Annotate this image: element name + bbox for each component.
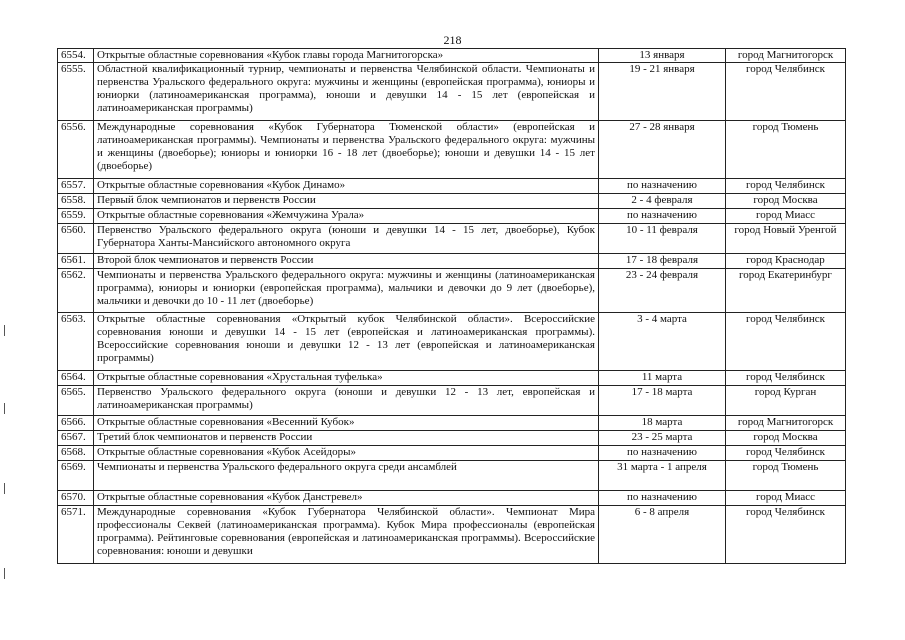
- table-row: [58, 194, 846, 209]
- margin-mark: [4, 403, 5, 414]
- events-table: [57, 48, 846, 564]
- event-place: город Москва: [726, 431, 846, 446]
- event-description: Открытые областные соревнования «Открытый кубок Челябинской области». Всероссийские соревнования юноши и девушки 14 - 15 лет (европейская и латиноамериканская программы). Всероссийские соревнования юноши и девушки 12 - 13 лет (европейская и латиноамериканская программы): [94, 313, 599, 371]
- event-description: Открытые областные соревнования «Кубок Динамо»: [94, 179, 599, 194]
- event-place: город Челябинск: [726, 63, 846, 121]
- row-number: 6560.: [58, 224, 94, 254]
- event-date: 3 - 4 марта: [599, 313, 726, 371]
- row-number: 6563.: [58, 313, 94, 371]
- event-place: город Миасс: [726, 491, 846, 506]
- event-description: Первенство Уральского федерального округа (юноши и девушки 12 - 13 лет, европейская и латиноамериканская программы): [94, 386, 599, 416]
- event-description: Первенство Уральского федерального округа (юноши и девушки 14 - 15 лет, двоеборье), Кубок Губернатора Ханты-Мансийского автономного округа: [94, 224, 599, 254]
- event-place: город Тюмень: [726, 121, 846, 179]
- event-date: 18 марта: [599, 416, 726, 431]
- event-description: Открытые областные соревнования «Кубок Асейдоры»: [94, 446, 599, 461]
- event-date: 23 - 24 февраля: [599, 269, 726, 313]
- event-description: Международные соревнования «Кубок Губернатора Тюменской области» (европейская и латиноамериканская программы). Чемпионаты и первенства Уральского федерального округа: мужчины и женщины (двоеборье); юниоры и юниорки 16 - 18 лет (двоеборье); юноши и девушки 14 - 15 лет (двоеборье): [94, 121, 599, 179]
- table-row: [58, 386, 846, 416]
- table-row: [58, 121, 846, 179]
- table-row: [58, 209, 846, 224]
- event-date: 27 - 28 января: [599, 121, 726, 179]
- event-date: 2 - 4 февраля: [599, 194, 726, 209]
- row-number: 6554.: [58, 49, 94, 63]
- event-date: по назначению: [599, 446, 726, 461]
- event-description: Чемпионаты и первенства Уральского федерального округа: мужчины и женщины (латиноамериканская программа), юниоры и юниорки (европейская программа), мальчики и девочки до 9 лет (двоеборье), мальчики и девочки до 10 - 11 лет (двоеборье): [94, 269, 599, 313]
- event-date: 13 января: [599, 49, 726, 63]
- event-date: 10 - 11 февраля: [599, 224, 726, 254]
- row-number: 6562.: [58, 269, 94, 313]
- row-number: 6569.: [58, 461, 94, 491]
- row-number: 6558.: [58, 194, 94, 209]
- page-number: 218: [443, 33, 462, 47]
- event-place: город Москва: [726, 194, 846, 209]
- margin-mark: [4, 483, 5, 494]
- row-number: 6555.: [58, 63, 94, 121]
- event-date: 31 марта - 1 апреля: [599, 461, 726, 491]
- event-place: город Челябинск: [726, 313, 846, 371]
- event-date: по назначению: [599, 209, 726, 224]
- event-description: Чемпионаты и первенства Уральского федерального округа среди ансамблей: [94, 461, 599, 491]
- row-number: 6567.: [58, 431, 94, 446]
- event-date: 11 марта: [599, 371, 726, 386]
- row-number: 6566.: [58, 416, 94, 431]
- event-place: город Тюмень: [726, 461, 846, 491]
- table-row: [58, 446, 846, 461]
- events-table-body: [58, 49, 846, 564]
- event-description: Открытые областные соревнования «Кубок Данстревел»: [94, 491, 599, 506]
- event-place: город Курган: [726, 386, 846, 416]
- margin-mark: [4, 325, 5, 336]
- event-description: Областной квалификационный турнир, чемпионаты и первенства Челябинской области. Чемпионаты и первенства Уральского федерального округа: мужчины и женщины (европейская программа), юниоры и юниорки (латиноамериканская программа), юноши и девушки 14 - 15 лет (европейская и латиноамериканская программы): [94, 63, 599, 121]
- table-row: [58, 63, 846, 121]
- row-number: 6568.: [58, 446, 94, 461]
- row-number: 6564.: [58, 371, 94, 386]
- row-number: 6570.: [58, 491, 94, 506]
- row-number: 6557.: [58, 179, 94, 194]
- event-description: Второй блок чемпионатов и первенств России: [94, 254, 599, 269]
- margin-mark: [4, 568, 5, 579]
- event-description: Открытые областные соревнования «Хрустальная туфелька»: [94, 371, 599, 386]
- event-date: по назначению: [599, 491, 726, 506]
- event-date: 19 - 21 января: [599, 63, 726, 121]
- table-row: [58, 506, 846, 564]
- event-place: город Челябинск: [726, 179, 846, 194]
- event-date: 23 - 25 марта: [599, 431, 726, 446]
- event-description: Открытые областные соревнования «Кубок главы города Магнитогорска»: [94, 49, 599, 63]
- event-place: город Магнитогорск: [726, 49, 846, 63]
- event-place: город Челябинск: [726, 446, 846, 461]
- event-place: город Миасс: [726, 209, 846, 224]
- row-number: 6561.: [58, 254, 94, 269]
- event-date: 6 - 8 апреля: [599, 506, 726, 564]
- table-row: [58, 416, 846, 431]
- event-place: город Челябинск: [726, 506, 846, 564]
- event-date: 17 - 18 марта: [599, 386, 726, 416]
- event-date: по назначению: [599, 179, 726, 194]
- row-number: 6559.: [58, 209, 94, 224]
- event-place: город Челябинск: [726, 371, 846, 386]
- event-place: город Новый Уренгой: [726, 224, 846, 254]
- event-place: город Краснодар: [726, 254, 846, 269]
- event-description: Международные соревнования «Кубок Губернатора Челябинской области». Чемпионат Мира профессионалы Секвей (латиноамериканская программа). Кубок Мира профессионалы (европейская программа). Рейтинговые соревнования (европейская и латиноамериканская программы). Всероссийские соревнования: юноши и девушки: [94, 506, 599, 564]
- event-place: город Екатеринбург: [726, 269, 846, 313]
- table-row: [58, 431, 846, 446]
- event-description: Третий блок чемпионатов и первенств России: [94, 431, 599, 446]
- row-number: 6571.: [58, 506, 94, 564]
- event-description: Первый блок чемпионатов и первенств России: [94, 194, 599, 209]
- table-row: [58, 254, 846, 269]
- event-description: Открытые областные соревнования «Весенний Кубок»: [94, 416, 599, 431]
- table-row: [58, 313, 846, 371]
- table-row: [58, 371, 846, 386]
- row-number: 6565.: [58, 386, 94, 416]
- table-row: [58, 491, 846, 506]
- event-description: Открытые областные соревнования «Жемчужина Урала»: [94, 209, 599, 224]
- table-row: [58, 224, 846, 254]
- table-row: [58, 269, 846, 313]
- table-row: [58, 179, 846, 194]
- event-date: 17 - 18 февраля: [599, 254, 726, 269]
- table-row: [58, 461, 846, 491]
- row-number: 6556.: [58, 121, 94, 179]
- event-place: город Магнитогорск: [726, 416, 846, 431]
- table-row: [58, 49, 846, 63]
